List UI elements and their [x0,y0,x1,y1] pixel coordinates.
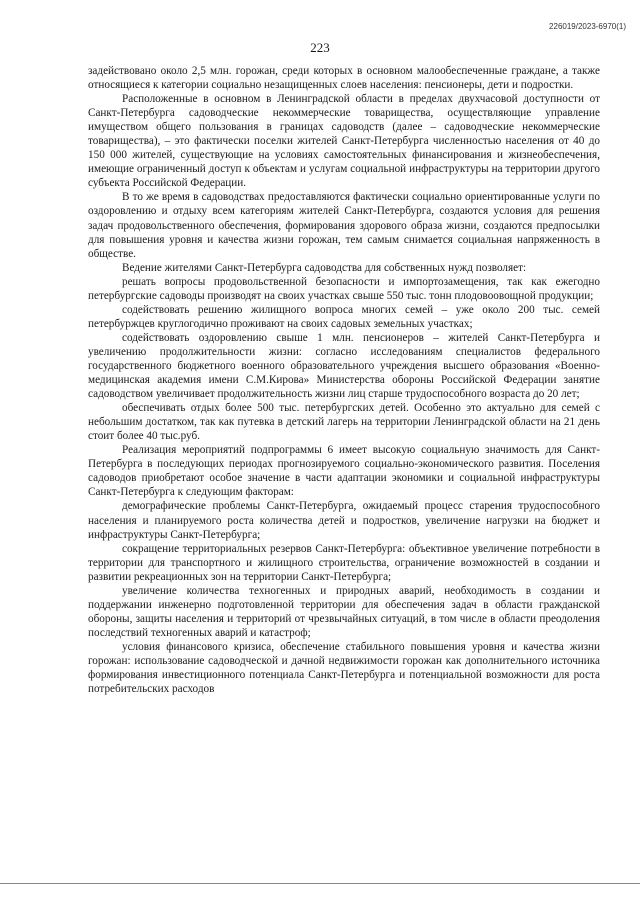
list-item: содействовать решению жилищного вопроса многих семей – уже около 200 тыс. семей петербуржцев круглогодично проживают на своих садовых земельных участках; [88,303,600,330]
paragraph: Ведение жителями Санкт-Петербурга садоводства для собственных нужд позволяет: [122,261,527,274]
scan-edge-line [0,883,640,884]
paragraph: В то же время в садоводствах предоставляются фактически социально ориентированные услуги по оздоровлению и отдыху всем категориям жителей Санкт-Петербурга, создаются условия для решения задач продовольственного обеспечения, формирования здорового образа жизни, создаются предпосылки для повышения уровня и качества жизни горожан, тем самым снимается социальная напряженность в обществе. [88,191,600,260]
list-item: условия финансового кризиса, обеспечение стабильного повышения уровня и качества жизни горожан: использование садоводческой и дачной недвижимости горожан как дополнительного источника формирования инвестиционного потенциала Санкт-Петербурга и потенциальной возможности для роста потребительских расходов [88,640,600,696]
paragraph: Расположенные в основном в Ленинградской области в пределах двухчасовой доступности от Санкт-Петербурга садоводческие некоммерческие товарищества, осуществляющие управление имуществом общего пользования в границах садоводств (далее – садоводческие некоммерческие товарищества), – это фактически поселки жителей Санкт-Петербурга численностью населения от 40 до 150 000 жителей, существующие на условиях самостоятельных финансирования и жизнеобеспечения, имеющие ограниченный доступ к объектам и услугам социальной инфраструктуры на территории другого субъекта Российской Федерации. [88,93,600,190]
list-item: демографические проблемы Санкт-Петербурга, ожидаемый процесс старения трудоспособного населения и планируемого роста количества детей и подростков, увеличение нагрузки на бюджет и инфраструктуры Санкт-Петербурга; [88,500,600,541]
list-item: решать вопросы продовольственной безопасности и импортозамещения, так как ежегодно петербургские садоводы производят на своих участках свыше 550 тыс. тонн плодовоовощной продукции; [88,275,600,302]
list-item: содействовать оздоровлению свыше 1 млн. пенсионеров – жителей Санкт-Петербурга и увеличению продолжительности жизни: согласно исследованиям специалистов федерального государственного бюджетного военного образовательного учреждения высшего образования «Военно-медицинская академия имени С.М.Кирова» Министерства обороны Российской Федерации занятие садоводством увеличивает продолжительность жизни лиц старше трудоспособного возраста до 20 лет; [88,331,600,401]
paragraph: Реализация мероприятий подпрограммы 6 имеет высокую социальную значимость для Санкт-Петербурга в последующих периодах прогнозируемого социально-экономического развития. Поселения садоводов приобретают особое значение в части адаптации экономики и социальной инфраструктуры Санкт-Петербурга к следующим факторам: [88,444,600,499]
list-item: сокращение территориальных резервов Санкт-Петербурга: объективное увеличение потребности в территории для транспортного и жилищного строительства, ограничение возможностей в создании и развитии рекреационных зон на территории Санкт-Петербурга; [88,542,600,583]
page-number: 223 [310,40,330,55]
list-item: обеспечивать отдых более 500 тыс. петербургских детей. Особенно это актуально для семей с небольшим достатком, так как путевка в детский лагерь на территории Ленинградской области на 21 день стоит более 40 тыс.руб. [88,402,600,443]
list-item: увеличение количества техногенных и природных аварий, необходимость в создании и поддержании инженерно подготовленной территории для обеспечения задач в области гражданской обороны, защиты населения и территорий от чрезвычайных ситуаций, в том числе в области преодоления последствий техногенных аварий и катастроф; [88,584,600,639]
document-id: 226019/2023-6970(1) [549,22,626,31]
paragraph: задействовано около 2,5 млн. горожан, среди которых в основном малообеспеченные граждане, а также относящиеся к категории социально незащищенных слоев населения: пенсионеры, дети и подростки. [88,65,600,92]
document-body [88,64,600,696]
